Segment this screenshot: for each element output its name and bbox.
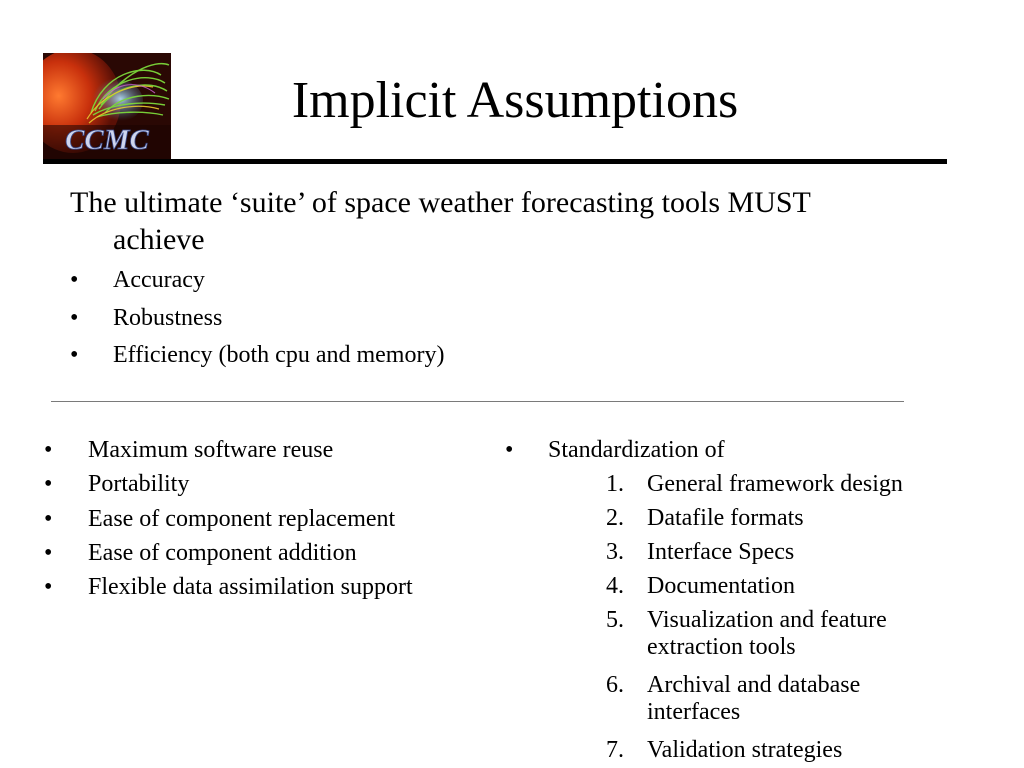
intro-line-1: The ultimate ‘suite’ of space weather forecasting tools MUST [70, 186, 811, 219]
requirement-label: Ease of component addition [88, 539, 357, 566]
intro-paragraph [70, 184, 930, 258]
item-text: General framework design [647, 471, 903, 497]
ccmc-logo [43, 53, 171, 161]
standardization-heading [505, 433, 725, 467]
item-text: Documentation [647, 573, 795, 599]
standardization-item [606, 569, 947, 603]
standardization-item [606, 535, 947, 569]
standardization-item [606, 501, 947, 535]
item-number: 2. [606, 505, 624, 531]
requirement-label: Ease of component replacement [88, 505, 396, 532]
requirement-item [44, 536, 413, 570]
standardization-label: Standardization of [548, 437, 725, 463]
item-number: 1. [606, 471, 624, 497]
requirement-label: Maximum software reuse [88, 437, 334, 463]
bullet-icon: • [44, 539, 53, 566]
requirement-label: Portability [88, 471, 190, 498]
item-text-line: Archival and database [647, 672, 861, 698]
goal-item [70, 300, 444, 338]
slide-title: Implicit Assumptions [291, 72, 739, 129]
standardization-list [606, 467, 947, 767]
intro-line-2: achieve [113, 223, 205, 256]
standardization-item [606, 733, 947, 767]
bullet-icon: • [70, 267, 79, 293]
item-number: 4. [606, 573, 624, 599]
bullet-icon: • [70, 304, 79, 331]
item-text: Datafile formats [647, 505, 804, 531]
requirement-item [44, 467, 413, 501]
bullet-icon: • [44, 437, 53, 463]
item-text-line: interfaces [647, 699, 741, 725]
goal-label: Robustness [113, 304, 223, 331]
bullet-icon: • [44, 471, 53, 498]
item-text-line: Visualization and feature [647, 607, 887, 633]
bullet-icon: • [505, 437, 514, 463]
section-divider [51, 401, 904, 402]
goal-item [70, 262, 444, 300]
item-number: 5. [606, 607, 624, 633]
item-number: 6. [606, 672, 624, 698]
requirement-item [44, 433, 413, 467]
goal-label: Accuracy [113, 267, 205, 293]
requirement-label: Flexible data assimilation support [88, 574, 413, 601]
standardization-item [606, 467, 947, 501]
item-text: Validation strategies [647, 737, 843, 763]
ccmc-logo-graphic [43, 53, 171, 161]
goal-label: Efficiency (both cpu and memory) [113, 342, 445, 368]
bullet-icon: • [44, 505, 53, 532]
title-underline [43, 159, 947, 164]
requirement-item [44, 502, 413, 536]
item-number: 3. [606, 539, 624, 565]
requirement-item [44, 570, 413, 604]
standardization-item [606, 668, 947, 726]
item-number: 7. [606, 737, 624, 763]
bullet-icon: • [44, 574, 53, 601]
item-text-line: extraction tools [647, 634, 796, 660]
requirements-list [44, 433, 413, 604]
logo-text: CCMC [65, 124, 149, 156]
goals-list [70, 262, 444, 375]
item-text: Interface Specs [647, 539, 795, 565]
bullet-icon: • [70, 342, 79, 368]
standardization-item [606, 603, 947, 661]
goal-item [70, 337, 444, 375]
